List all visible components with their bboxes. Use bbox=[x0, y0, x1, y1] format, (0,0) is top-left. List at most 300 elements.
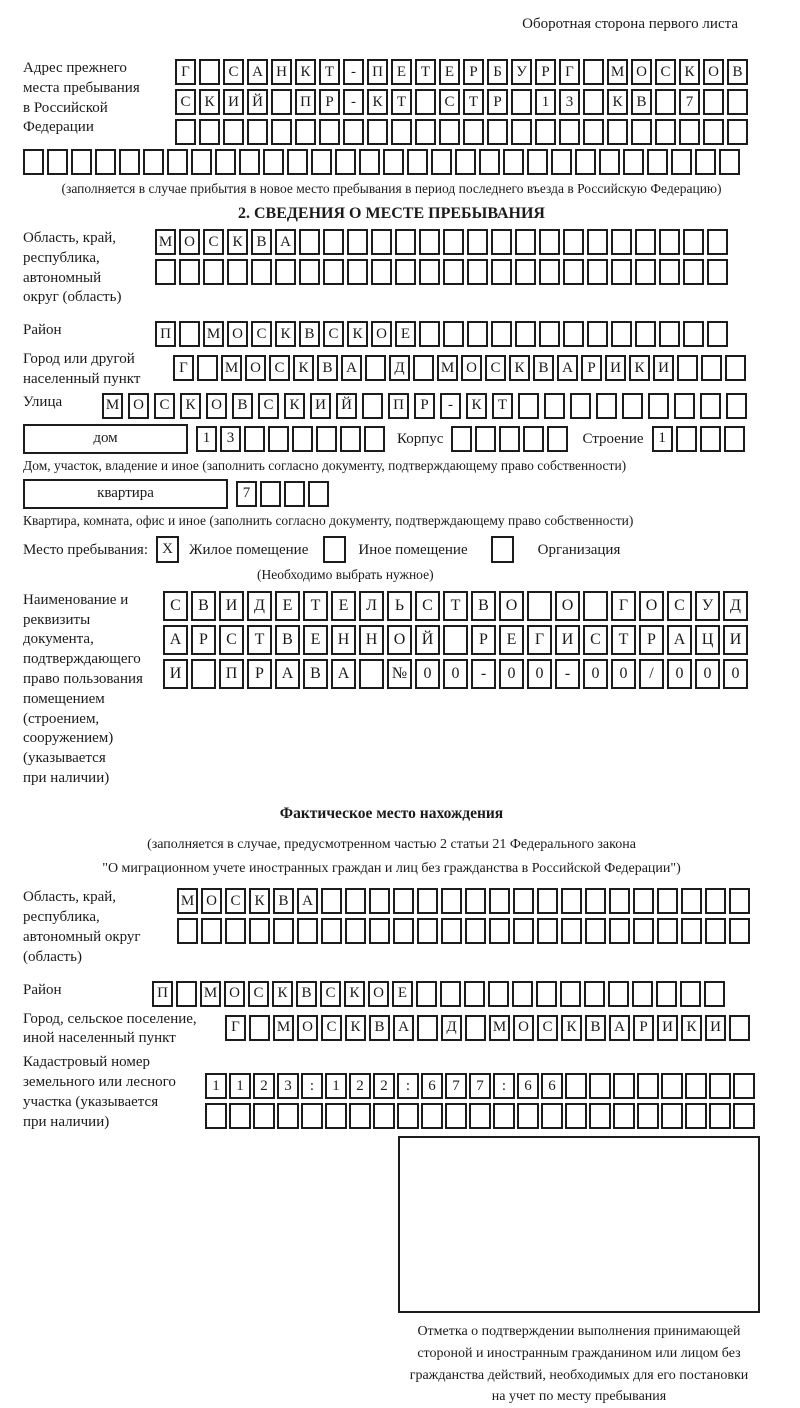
char-cell[interactable] bbox=[563, 229, 584, 255]
char-cell[interactable]: Т bbox=[463, 89, 484, 115]
char-cell[interactable] bbox=[227, 259, 248, 285]
char-cell[interactable]: А bbox=[163, 625, 188, 655]
char-cell[interactable] bbox=[271, 119, 292, 145]
char-cell[interactable] bbox=[683, 259, 704, 285]
char-cell[interactable]: Е bbox=[439, 59, 460, 85]
char-cell[interactable]: 0 bbox=[611, 659, 636, 689]
char-cell[interactable]: О bbox=[224, 981, 245, 1007]
char-cell[interactable]: И bbox=[723, 625, 748, 655]
char-cell[interactable]: С bbox=[583, 625, 608, 655]
char-cell[interactable]: Н bbox=[331, 625, 356, 655]
char-cell[interactable]: А bbox=[393, 1015, 414, 1041]
char-cell[interactable] bbox=[323, 229, 344, 255]
stay-type-checkbox-zhiloe[interactable]: X bbox=[156, 536, 179, 563]
char-cell[interactable] bbox=[199, 59, 220, 85]
char-cell[interactable]: Р bbox=[414, 393, 435, 419]
char-cell[interactable] bbox=[657, 888, 678, 914]
char-cell[interactable] bbox=[203, 259, 224, 285]
char-cell[interactable]: П bbox=[155, 321, 176, 347]
char-cell[interactable]: И bbox=[219, 591, 244, 621]
char-cell[interactable]: К bbox=[293, 355, 314, 381]
char-cell[interactable]: В bbox=[303, 659, 328, 689]
char-cell[interactable]: М bbox=[102, 393, 123, 419]
char-cell[interactable] bbox=[656, 981, 677, 1007]
char-cell[interactable] bbox=[539, 259, 560, 285]
char-cell[interactable] bbox=[631, 119, 652, 145]
char-cell[interactable]: Р bbox=[471, 625, 496, 655]
char-cell[interactable]: 0 bbox=[499, 659, 524, 689]
char-cell[interactable]: Т bbox=[391, 89, 412, 115]
char-cell[interactable] bbox=[365, 355, 386, 381]
char-cell[interactable]: А bbox=[557, 355, 578, 381]
char-cell[interactable]: О bbox=[227, 321, 248, 347]
char-cell[interactable] bbox=[733, 1103, 755, 1129]
char-cell[interactable]: Е bbox=[303, 625, 328, 655]
char-cell[interactable]: В bbox=[727, 59, 748, 85]
char-cell[interactable]: О bbox=[387, 625, 412, 655]
char-cell[interactable]: : bbox=[493, 1073, 515, 1099]
char-cell[interactable] bbox=[583, 89, 604, 115]
char-cell[interactable] bbox=[299, 259, 320, 285]
char-cell[interactable]: 0 bbox=[443, 659, 468, 689]
char-cell[interactable] bbox=[695, 149, 716, 175]
char-cell[interactable] bbox=[515, 229, 536, 255]
char-cell[interactable] bbox=[347, 229, 368, 255]
char-cell[interactable]: Е bbox=[331, 591, 356, 621]
char-cell[interactable] bbox=[467, 259, 488, 285]
char-cell[interactable]: Г bbox=[175, 59, 196, 85]
char-cell[interactable]: С bbox=[223, 59, 244, 85]
char-cell[interactable] bbox=[277, 1103, 299, 1129]
char-cell[interactable] bbox=[362, 393, 383, 419]
char-cell[interactable] bbox=[263, 149, 284, 175]
char-cell[interactable]: К bbox=[275, 321, 296, 347]
char-cell[interactable] bbox=[455, 149, 476, 175]
char-cell[interactable]: О bbox=[368, 981, 389, 1007]
char-cell[interactable] bbox=[349, 1103, 371, 1129]
char-cell[interactable] bbox=[544, 393, 565, 419]
char-cell[interactable]: О bbox=[499, 591, 524, 621]
char-cell[interactable] bbox=[419, 259, 440, 285]
char-cell[interactable] bbox=[321, 888, 342, 914]
char-cell[interactable]: Д bbox=[389, 355, 410, 381]
char-cell[interactable]: И bbox=[657, 1015, 678, 1041]
char-cell[interactable]: А bbox=[609, 1015, 630, 1041]
char-cell[interactable] bbox=[249, 1015, 270, 1041]
char-cell[interactable]: П bbox=[152, 981, 173, 1007]
char-cell[interactable]: Р bbox=[319, 89, 340, 115]
char-cell[interactable] bbox=[469, 1103, 491, 1129]
char-cell[interactable]: Е bbox=[499, 625, 524, 655]
char-cell[interactable] bbox=[565, 1073, 587, 1099]
char-cell[interactable]: Д bbox=[723, 591, 748, 621]
char-cell[interactable]: В bbox=[317, 355, 338, 381]
char-cell[interactable] bbox=[271, 89, 292, 115]
char-cell[interactable] bbox=[463, 119, 484, 145]
char-cell[interactable] bbox=[727, 119, 748, 145]
char-cell[interactable] bbox=[589, 1073, 611, 1099]
char-cell[interactable] bbox=[321, 918, 342, 944]
char-cell[interactable]: 1 bbox=[325, 1073, 347, 1099]
char-cell[interactable]: Р bbox=[191, 625, 216, 655]
char-cell[interactable] bbox=[467, 229, 488, 255]
char-cell[interactable]: К bbox=[249, 888, 270, 914]
char-cell[interactable]: К bbox=[561, 1015, 582, 1041]
char-cell[interactable] bbox=[541, 1103, 563, 1129]
char-cell[interactable]: К bbox=[629, 355, 650, 381]
char-cell[interactable] bbox=[648, 393, 669, 419]
char-cell[interactable] bbox=[719, 149, 740, 175]
char-cell[interactable] bbox=[244, 426, 265, 452]
char-cell[interactable]: А bbox=[341, 355, 362, 381]
char-cell[interactable]: С bbox=[320, 981, 341, 1007]
char-cell[interactable] bbox=[560, 981, 581, 1007]
char-cell[interactable]: Р bbox=[581, 355, 602, 381]
char-cell[interactable]: А bbox=[667, 625, 692, 655]
char-cell[interactable]: 7 bbox=[679, 89, 700, 115]
char-cell[interactable]: 1 bbox=[205, 1073, 227, 1099]
char-cell[interactable] bbox=[393, 918, 414, 944]
char-cell[interactable] bbox=[729, 918, 750, 944]
char-cell[interactable]: А bbox=[297, 888, 318, 914]
char-cell[interactable]: О bbox=[371, 321, 392, 347]
char-cell[interactable] bbox=[563, 259, 584, 285]
char-cell[interactable] bbox=[633, 888, 654, 914]
char-cell[interactable] bbox=[536, 981, 557, 1007]
char-cell[interactable] bbox=[511, 119, 532, 145]
char-cell[interactable] bbox=[167, 149, 188, 175]
char-cell[interactable]: Е bbox=[392, 981, 413, 1007]
char-cell[interactable] bbox=[512, 981, 533, 1007]
char-cell[interactable] bbox=[700, 393, 721, 419]
char-cell[interactable] bbox=[707, 229, 728, 255]
char-cell[interactable] bbox=[489, 918, 510, 944]
char-cell[interactable] bbox=[301, 1103, 323, 1129]
char-cell[interactable]: 0 bbox=[583, 659, 608, 689]
char-cell[interactable]: С bbox=[258, 393, 279, 419]
char-cell[interactable] bbox=[655, 89, 676, 115]
char-cell[interactable] bbox=[155, 259, 176, 285]
char-cell[interactable] bbox=[371, 229, 392, 255]
char-cell[interactable]: С bbox=[415, 591, 440, 621]
char-cell[interactable]: Т bbox=[319, 59, 340, 85]
char-cell[interactable]: 1 bbox=[229, 1073, 251, 1099]
char-cell[interactable]: М bbox=[200, 981, 221, 1007]
char-cell[interactable] bbox=[247, 119, 268, 145]
char-cell[interactable]: К bbox=[180, 393, 201, 419]
char-cell[interactable]: Й bbox=[415, 625, 440, 655]
char-cell[interactable]: К bbox=[607, 89, 628, 115]
char-cell[interactable] bbox=[292, 426, 313, 452]
char-cell[interactable]: Р bbox=[463, 59, 484, 85]
char-cell[interactable]: С bbox=[163, 591, 188, 621]
char-cell[interactable] bbox=[613, 1073, 635, 1099]
char-cell[interactable] bbox=[609, 918, 630, 944]
char-cell[interactable] bbox=[431, 149, 452, 175]
char-cell[interactable] bbox=[611, 321, 632, 347]
char-cell[interactable]: С bbox=[323, 321, 344, 347]
char-cell[interactable]: К bbox=[679, 59, 700, 85]
char-cell[interactable]: Д bbox=[441, 1015, 462, 1041]
char-cell[interactable]: Г bbox=[559, 59, 580, 85]
char-cell[interactable] bbox=[637, 1073, 659, 1099]
char-cell[interactable] bbox=[239, 149, 260, 175]
char-cell[interactable] bbox=[491, 259, 512, 285]
char-cell[interactable] bbox=[583, 591, 608, 621]
char-cell[interactable] bbox=[487, 119, 508, 145]
char-cell[interactable]: С bbox=[203, 229, 224, 255]
char-cell[interactable]: 7 bbox=[445, 1073, 467, 1099]
char-cell[interactable]: М bbox=[489, 1015, 510, 1041]
char-cell[interactable]: Р bbox=[535, 59, 556, 85]
char-cell[interactable] bbox=[513, 888, 534, 914]
char-cell[interactable] bbox=[570, 393, 591, 419]
char-cell[interactable]: С bbox=[485, 355, 506, 381]
char-cell[interactable]: О bbox=[201, 888, 222, 914]
char-cell[interactable]: С bbox=[251, 321, 272, 347]
char-cell[interactable]: С bbox=[154, 393, 175, 419]
char-cell[interactable] bbox=[395, 229, 416, 255]
char-cell[interactable] bbox=[223, 119, 244, 145]
char-cell[interactable] bbox=[611, 259, 632, 285]
char-cell[interactable]: К bbox=[227, 229, 248, 255]
char-cell[interactable]: 0 bbox=[527, 659, 552, 689]
char-cell[interactable]: П bbox=[219, 659, 244, 689]
char-cell[interactable] bbox=[335, 149, 356, 175]
char-cell[interactable]: Т bbox=[415, 59, 436, 85]
char-cell[interactable] bbox=[359, 149, 380, 175]
char-cell[interactable] bbox=[609, 888, 630, 914]
char-cell[interactable] bbox=[727, 89, 748, 115]
char-cell[interactable]: С bbox=[655, 59, 676, 85]
char-cell[interactable]: В bbox=[273, 888, 294, 914]
char-cell[interactable] bbox=[622, 393, 643, 419]
char-cell[interactable] bbox=[297, 918, 318, 944]
char-cell[interactable]: А bbox=[247, 59, 268, 85]
char-cell[interactable] bbox=[260, 481, 281, 507]
char-cell[interactable] bbox=[421, 1103, 443, 1129]
char-cell[interactable] bbox=[515, 259, 536, 285]
char-cell[interactable]: Т bbox=[443, 591, 468, 621]
char-cell[interactable] bbox=[513, 918, 534, 944]
char-cell[interactable] bbox=[475, 426, 496, 452]
char-cell[interactable] bbox=[275, 259, 296, 285]
char-cell[interactable]: М bbox=[155, 229, 176, 255]
char-cell[interactable] bbox=[179, 259, 200, 285]
char-cell[interactable]: К bbox=[295, 59, 316, 85]
char-cell[interactable]: К bbox=[284, 393, 305, 419]
char-cell[interactable] bbox=[308, 481, 329, 507]
char-cell[interactable] bbox=[47, 149, 68, 175]
char-cell[interactable] bbox=[575, 149, 596, 175]
char-cell[interactable]: О bbox=[206, 393, 227, 419]
char-cell[interactable]: С bbox=[225, 888, 246, 914]
char-cell[interactable] bbox=[95, 149, 116, 175]
char-cell[interactable] bbox=[299, 229, 320, 255]
char-cell[interactable] bbox=[415, 89, 436, 115]
char-cell[interactable] bbox=[535, 119, 556, 145]
char-cell[interactable] bbox=[383, 149, 404, 175]
char-cell[interactable] bbox=[493, 1103, 515, 1129]
char-cell[interactable] bbox=[443, 259, 464, 285]
char-cell[interactable] bbox=[539, 229, 560, 255]
char-cell[interactable] bbox=[680, 981, 701, 1007]
char-cell[interactable] bbox=[611, 229, 632, 255]
char-cell[interactable] bbox=[637, 1103, 659, 1129]
char-cell[interactable] bbox=[343, 119, 364, 145]
char-cell[interactable]: 2 bbox=[253, 1073, 275, 1099]
char-cell[interactable] bbox=[464, 981, 485, 1007]
char-cell[interactable] bbox=[295, 119, 316, 145]
char-cell[interactable]: Г bbox=[225, 1015, 246, 1041]
char-cell[interactable] bbox=[583, 119, 604, 145]
char-cell[interactable] bbox=[511, 89, 532, 115]
char-cell[interactable] bbox=[143, 149, 164, 175]
char-cell[interactable]: Р bbox=[639, 625, 664, 655]
char-cell[interactable]: С bbox=[248, 981, 269, 1007]
char-cell[interactable] bbox=[583, 59, 604, 85]
char-cell[interactable]: Т bbox=[247, 625, 272, 655]
char-cell[interactable]: Г bbox=[611, 591, 636, 621]
char-cell[interactable] bbox=[369, 918, 390, 944]
char-cell[interactable] bbox=[647, 149, 668, 175]
char-cell[interactable] bbox=[479, 149, 500, 175]
char-cell[interactable] bbox=[677, 355, 698, 381]
char-cell[interactable] bbox=[397, 1103, 419, 1129]
char-cell[interactable]: Н bbox=[271, 59, 292, 85]
char-cell[interactable] bbox=[587, 259, 608, 285]
char-cell[interactable]: С bbox=[321, 1015, 342, 1041]
char-cell[interactable] bbox=[661, 1103, 683, 1129]
char-cell[interactable] bbox=[589, 1103, 611, 1129]
char-cell[interactable]: 3 bbox=[277, 1073, 299, 1099]
char-cell[interactable]: 1 bbox=[196, 426, 217, 452]
char-cell[interactable] bbox=[659, 259, 680, 285]
char-cell[interactable]: Т bbox=[492, 393, 513, 419]
char-cell[interactable] bbox=[701, 355, 722, 381]
char-cell[interactable] bbox=[443, 321, 464, 347]
char-cell[interactable] bbox=[176, 981, 197, 1007]
char-cell[interactable]: - bbox=[471, 659, 496, 689]
char-cell[interactable] bbox=[635, 229, 656, 255]
char-cell[interactable]: - bbox=[440, 393, 461, 419]
char-cell[interactable]: О bbox=[703, 59, 724, 85]
stay-type-checkbox-inoe[interactable] bbox=[323, 536, 346, 563]
char-cell[interactable] bbox=[440, 981, 461, 1007]
char-cell[interactable]: И bbox=[705, 1015, 726, 1041]
char-cell[interactable]: К bbox=[509, 355, 530, 381]
char-cell[interactable]: П bbox=[388, 393, 409, 419]
char-cell[interactable] bbox=[587, 321, 608, 347]
char-cell[interactable] bbox=[71, 149, 92, 175]
char-cell[interactable] bbox=[676, 426, 697, 452]
char-cell[interactable]: А bbox=[331, 659, 356, 689]
char-cell[interactable] bbox=[191, 149, 212, 175]
char-cell[interactable]: Р bbox=[247, 659, 272, 689]
char-cell[interactable] bbox=[359, 659, 384, 689]
char-cell[interactable] bbox=[311, 149, 332, 175]
char-cell[interactable] bbox=[465, 1015, 486, 1041]
char-cell[interactable]: 2 bbox=[349, 1073, 371, 1099]
char-cell[interactable]: Д bbox=[247, 591, 272, 621]
char-cell[interactable] bbox=[175, 119, 196, 145]
char-cell[interactable]: Й bbox=[247, 89, 268, 115]
char-cell[interactable]: Н bbox=[359, 625, 384, 655]
char-cell[interactable] bbox=[633, 918, 654, 944]
char-cell[interactable] bbox=[253, 1103, 275, 1129]
char-cell[interactable] bbox=[345, 918, 366, 944]
char-cell[interactable] bbox=[527, 591, 552, 621]
char-cell[interactable]: В bbox=[296, 981, 317, 1007]
char-cell[interactable] bbox=[623, 149, 644, 175]
char-cell[interactable] bbox=[199, 119, 220, 145]
char-cell[interactable] bbox=[467, 321, 488, 347]
char-cell[interactable] bbox=[725, 355, 746, 381]
char-cell[interactable]: Е bbox=[275, 591, 300, 621]
char-cell[interactable] bbox=[537, 888, 558, 914]
char-cell[interactable]: Й bbox=[336, 393, 357, 419]
char-cell[interactable]: 2 bbox=[373, 1073, 395, 1099]
char-cell[interactable]: К bbox=[347, 321, 368, 347]
char-cell[interactable] bbox=[613, 1103, 635, 1129]
char-cell[interactable] bbox=[325, 1103, 347, 1129]
char-cell[interactable] bbox=[347, 259, 368, 285]
char-cell[interactable] bbox=[215, 149, 236, 175]
char-cell[interactable] bbox=[703, 89, 724, 115]
char-cell[interactable]: П bbox=[367, 59, 388, 85]
stay-type-checkbox-org[interactable] bbox=[491, 536, 514, 563]
char-cell[interactable]: О bbox=[461, 355, 482, 381]
char-cell[interactable] bbox=[179, 321, 200, 347]
char-cell[interactable] bbox=[685, 1073, 707, 1099]
char-cell[interactable]: : bbox=[301, 1073, 323, 1099]
char-cell[interactable] bbox=[587, 229, 608, 255]
char-cell[interactable] bbox=[527, 149, 548, 175]
char-cell[interactable] bbox=[585, 918, 606, 944]
char-cell[interactable] bbox=[284, 481, 305, 507]
char-cell[interactable] bbox=[674, 393, 695, 419]
char-cell[interactable]: К bbox=[367, 89, 388, 115]
char-cell[interactable]: В bbox=[471, 591, 496, 621]
char-cell[interactable] bbox=[441, 888, 462, 914]
char-cell[interactable] bbox=[229, 1103, 251, 1129]
char-cell[interactable] bbox=[685, 1103, 707, 1129]
char-cell[interactable] bbox=[491, 229, 512, 255]
char-cell[interactable] bbox=[726, 393, 747, 419]
char-cell[interactable] bbox=[445, 1103, 467, 1129]
char-cell[interactable] bbox=[584, 981, 605, 1007]
char-cell[interactable] bbox=[499, 426, 520, 452]
char-cell[interactable]: В bbox=[275, 625, 300, 655]
char-cell[interactable] bbox=[441, 918, 462, 944]
char-cell[interactable] bbox=[119, 149, 140, 175]
char-cell[interactable] bbox=[205, 1103, 227, 1129]
char-cell[interactable] bbox=[707, 321, 728, 347]
char-cell[interactable] bbox=[709, 1103, 731, 1129]
char-cell[interactable]: О bbox=[631, 59, 652, 85]
char-cell[interactable] bbox=[417, 888, 438, 914]
char-cell[interactable] bbox=[249, 918, 270, 944]
char-cell[interactable]: С bbox=[269, 355, 290, 381]
char-cell[interactable]: М bbox=[177, 888, 198, 914]
char-cell[interactable] bbox=[518, 393, 539, 419]
char-cell[interactable] bbox=[705, 888, 726, 914]
char-cell[interactable] bbox=[367, 119, 388, 145]
char-cell[interactable]: И bbox=[163, 659, 188, 689]
char-cell[interactable]: : bbox=[397, 1073, 419, 1099]
char-cell[interactable]: О bbox=[513, 1015, 534, 1041]
char-cell[interactable]: М bbox=[273, 1015, 294, 1041]
